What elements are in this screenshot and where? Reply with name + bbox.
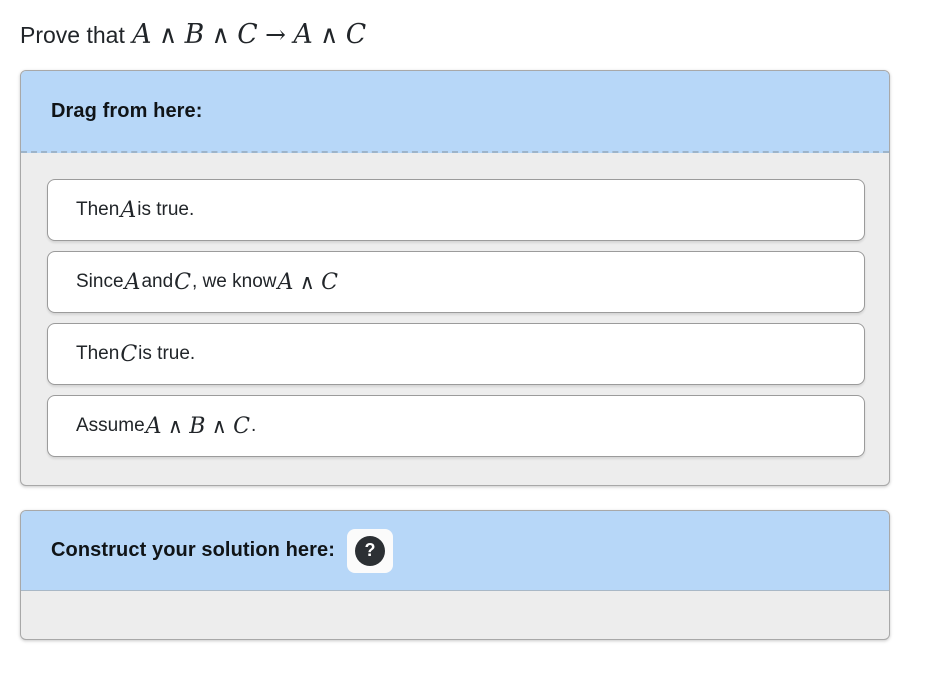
card-then-c-is-true[interactable] <box>47 323 865 385</box>
text-run: Then <box>76 343 120 364</box>
text-run: , we know <box>192 271 277 292</box>
math-variable: A <box>120 197 137 223</box>
text-run: Assume <box>76 415 145 436</box>
math-operator: ∧ <box>211 414 227 438</box>
text-run: Prove that <box>20 22 132 48</box>
card-then-a-is-true[interactable] <box>47 179 865 241</box>
text-run: and <box>141 271 174 292</box>
card-since-a-and-c[interactable] <box>47 251 865 313</box>
math-variable: C <box>120 341 138 367</box>
text-run: Then <box>76 199 120 220</box>
math-operator: ∧ <box>211 20 230 49</box>
card-assume-a-b-c[interactable] <box>47 395 865 457</box>
solution-dropzone[interactable] <box>21 591 889 640</box>
math-variable: A <box>132 19 152 50</box>
question-mark-glyph: ? <box>364 539 376 560</box>
drag-source-panel <box>20 70 890 486</box>
math-operator: → <box>265 20 286 49</box>
math-variable: C <box>233 413 250 439</box>
math-variable: C <box>321 269 338 295</box>
solution-header-label: Construct your solution here: <box>51 539 336 561</box>
solution-header <box>21 511 889 591</box>
text-run: is true. <box>137 199 195 220</box>
text-run: . <box>251 415 257 436</box>
drag-source-header <box>21 71 889 153</box>
help-button[interactable] <box>347 529 393 573</box>
math-variable: A <box>124 269 141 295</box>
math-variable: A <box>145 413 162 439</box>
drag-source-dropzone[interactable] <box>21 153 889 457</box>
drag-source-header-label: Drag from here: <box>51 99 203 122</box>
math-variable: B <box>184 19 205 50</box>
question-mark-icon <box>355 536 385 566</box>
math-operator: ∧ <box>320 20 339 49</box>
math-variable: C <box>237 19 258 50</box>
math-variable: B <box>189 413 206 439</box>
solution-panel <box>20 510 890 640</box>
page-title <box>20 16 367 54</box>
math-operator: ∧ <box>167 414 183 438</box>
text-run: Since <box>76 271 124 292</box>
math-variable: C <box>345 19 367 50</box>
math-variable: A <box>277 269 294 295</box>
math-variable: A <box>293 19 313 50</box>
math-operator: ∧ <box>299 270 315 294</box>
text-run: is true. <box>138 343 196 364</box>
math-variable: C <box>174 269 192 295</box>
math-operator: ∧ <box>158 20 178 49</box>
